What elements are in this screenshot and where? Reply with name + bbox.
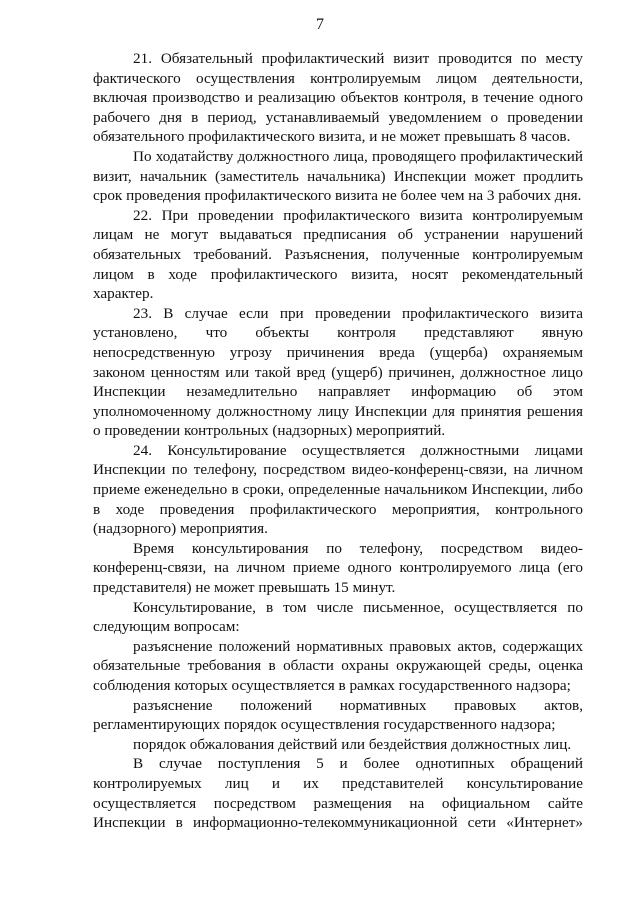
paragraph-23: 23. В случае если при проведении профилактического визита установлено, что объекты контроля представляют явную непосредственную угрозу причинения вреда (ущерба) охраняемым законом ценностям или такой вред (ущерб) причинен, должностное лицо Инспекции незамедлительно направляет информацию об этом уполномоченному должностному лицу Инспекции для принятия решения о проведении контрольных (надзорных) мероприятий. (93, 304, 583, 440)
list-item-topic-2: разъяснение положений нормативных правовых актов, регламентирующих порядок осуществления государственного надзора; (93, 696, 583, 734)
paragraph-consultation-topics: Консультирование, в том числе письменное, осуществляется по следующим вопросам: (93, 598, 583, 636)
paragraph-22: 22. При проведении профилактического визита контролируемым лицам не могут выдаваться предписания об устранении нарушений обязательных требований. Разъяснения, полученные контролируемым лицом в ходе профилактического визита, носят рекомендательный характер. (93, 206, 583, 303)
paragraph-internet-consultation: В случае поступления 5 и более однотипных обращений контролируемых лиц и их представителей консультирование осуществляется посредством размещения на официальном сайте Инспекции в информационно-телекоммуникационной сети «Интернет» (93, 755, 583, 832)
document-body (93, 49, 583, 833)
paragraph-extension: По ходатайству должностного лица, проводящего профилактический визит, начальник (заместитель начальника) Инспекции может продлить срок проведения профилактического визита не более чем на 3 рабочих дня. (93, 147, 583, 205)
list-item-topic-1: разъяснение положений нормативных правовых актов, содержащих обязательные требования в области охраны окружающей среды, оценка соблюдения которых осуществляется в рамках государственного надзора; (93, 637, 583, 694)
paragraph-24: 24. Консультирование осуществляется должностными лицами Инспекции по телефону, посредством видео-конференц-связи, на личном приеме еженедельно в сроки, определенные начальником Инспекции, либо в ходе проведения профилактического мероприятия, контрольного (надзорного) мероприятия. (93, 441, 583, 538)
paragraph-21: 21. Обязательный профилактический визит проводится по месту фактического осуществления контролируемым лицом деятельности, включая производство и реализацию объектов контроля, в течение одного рабочего дня в период, устанавливаемый уведомлением о проведении обязательного профилактического визита, и не может превышать 8 часов. (93, 50, 583, 146)
paragraph-consultation-time: Время консультирования по телефону, посредством видео-конференц-связи, на личном приеме одного контролируемого лица (его представителя) не может превышать 15 минут. (93, 539, 583, 597)
list-item-topic-3: порядок обжалования действий или бездействия должностных лиц. (133, 735, 572, 753)
page-number: 7 (316, 16, 324, 33)
